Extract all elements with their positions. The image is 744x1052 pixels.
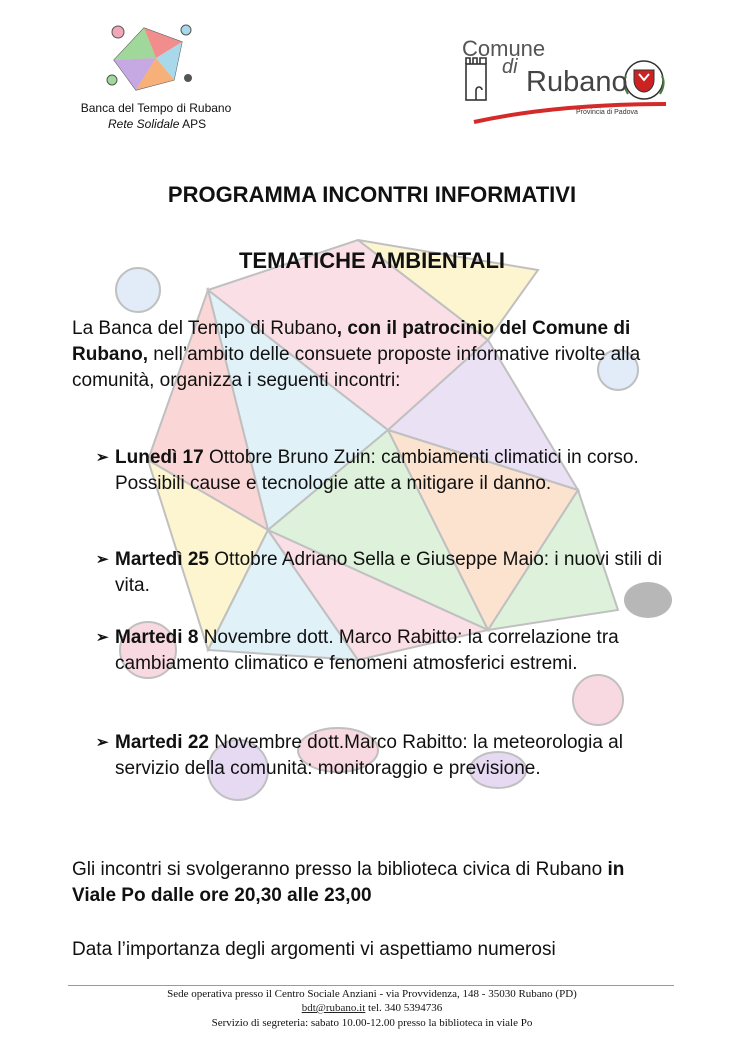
arrow-bullet-icon: ➢: [96, 449, 109, 466]
di-word: di: [502, 56, 518, 78]
footer-divider: [68, 985, 674, 986]
rubano-word: Rubano: [526, 66, 628, 98]
event-text: Novembre dott.Marco Rabitto: la meteorologia al servizio della comunità: monitoraggio e previsione.: [115, 732, 623, 779]
association-subtitle-italic: Rete Solidale: [108, 117, 180, 131]
comune-word: Comune: [462, 36, 546, 61]
intro-part1: La Banca del Tempo di Rubano: [72, 318, 337, 339]
event-text: Ottobre Adriano Sella e Giuseppe Maio: i nuovi stili di vita.: [115, 549, 663, 596]
footer-hours: Servizio di segreteria: sabato 10.00-12.00 presso la biblioteca in viale Po: [211, 1017, 533, 1029]
association-name: Banca del Tempo di Rubano: [80, 101, 232, 115]
event-text: Ottobre Bruno Zuin: cambiamenti climatici in corso. Possibili cause e tecnologie atte a mitigare il danno.: [115, 447, 639, 494]
arrow-bullet-icon: ➢: [96, 734, 109, 751]
event-date: Martedi 22: [115, 732, 209, 753]
arrow-bullet-icon: ➢: [96, 551, 109, 568]
intro-part3: nell’ambito delle consuete proposte informative rivolte alla comunità, organizza i seguenti incontri:: [72, 344, 641, 391]
venue-paragraph: [72, 857, 672, 909]
association-subtitle: [108, 117, 206, 132]
footer-address: Sede operativa presso il Centro Sociale Anziani - via Provvidenza, 148 - 35030 Rubano (PD): [167, 988, 577, 1000]
event-date: Martedi 8: [115, 627, 199, 648]
provincia-label: Provincia di Padova: [576, 109, 638, 116]
intro-paragraph: [72, 316, 652, 394]
email-link[interactable]: bdt@rubano.it: [301, 1002, 366, 1014]
association-subtitle-tail: APS: [182, 117, 207, 131]
banca-del-tempo-logo: [104, 20, 196, 96]
venue-time: in Viale Po dalle ore 20,30 alle 23,00: [72, 859, 625, 906]
intro-sponsor: , con il patrocinio del Comune di Rubano,: [72, 318, 631, 365]
page-subtitle: TEMATICHE AMBIENTALI: [238, 248, 505, 273]
event-text: Novembre dott. Marco Rabitto: la correlazione tra cambiamento climatico e fenomeni atmosferici estremi.: [115, 627, 619, 674]
page-title: PROGRAMMA INCONTRI INFORMATIVI: [167, 182, 577, 207]
arrow-bullet-icon: ➢: [96, 629, 109, 646]
footer-phone: tel. 340 5394736: [365, 1002, 443, 1014]
event-date: Martedì 25: [115, 549, 209, 570]
venue-text: Gli incontri si svolgeranno presso la biblioteca civica di Rubano: [72, 859, 608, 880]
event-date: Lunedì 17: [115, 447, 204, 468]
closing-paragraph: Data l’importanza degli argomenti vi aspettiamo numerosi: [72, 939, 556, 960]
footer-contact: [0, 1001, 744, 1015]
